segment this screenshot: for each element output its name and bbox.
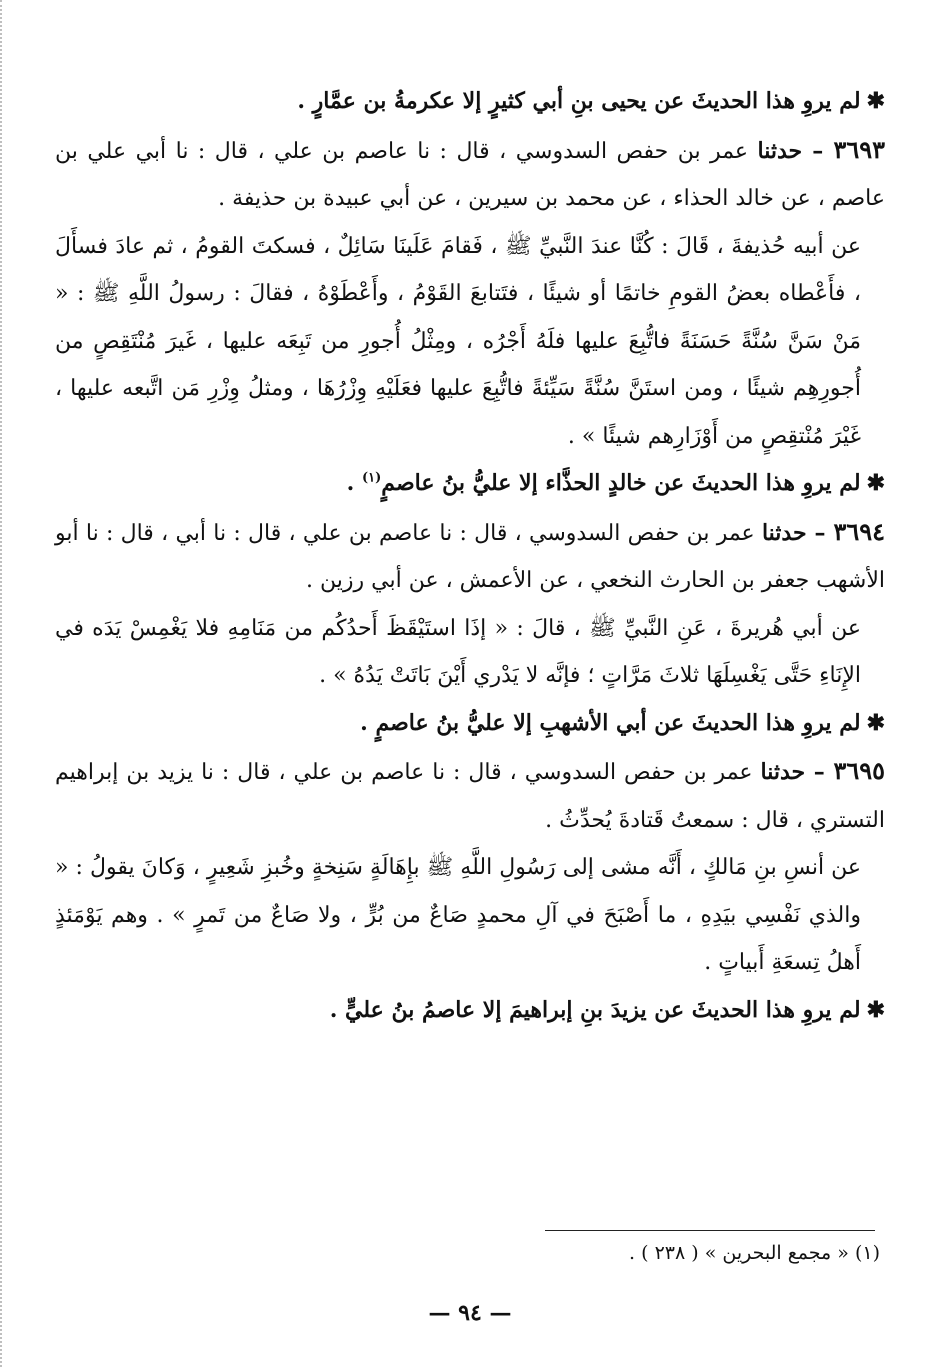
star-icon: ✱ [866, 88, 885, 114]
hadith-number: ٣٦٩٣ [833, 134, 886, 164]
main-text [55, 78, 885, 1034]
isnad-lead: حدثنا [760, 759, 806, 785]
hadith-number: ٣٦٩٤ [833, 516, 885, 546]
narration-note: ✱لم يروِ هذا الحديثَ عن أبي الأشهبِ إلا عليُّ بنُ عاصمٍ . [360, 709, 885, 736]
hadith-number: ٣٦٩٥ [833, 756, 885, 785]
isnad-paragraph: ٣٦٩٥ – حدثنا عمر بن حفص السدوسي ، قال : نا عاصم بن علي ، قال : نا يزيد بن إبراهيم التستري ، قال : سمعتُ قَتادةَ يُحدِّثُ . [55, 756, 885, 833]
narration-note: ✱لم يروِ هذا الحديثَ عن يحيى بنِ أبي كثيرٍ إلا عكرمةُ بن عمَّارٍ . [297, 88, 885, 114]
footnote-divider [545, 1230, 875, 1231]
page-spine-dots [0, 0, 6, 1367]
matn-paragraph: عن أنسِ بنِ مَالكٍ ، أَنَّه مشى إلى رَسُولِ اللَّهِ ﷺ بإِهَالَةٍ سَنِخةٍ وخُبزِ شَعِيرٍ ، وَكانَ يقولُ : « والذي نَفْسِي بيَدِهِ ، ما أَصْبَحَ في آلِ محمدٍ صَاعٌ من بُرٍّ ، ولا صَاعٌ من تَمرٍ » . وهم يَوْمَئذٍ أَهلُ تِسعَةِ أَبياتٍ . [55, 855, 861, 975]
footnote-marker: (١) [362, 470, 382, 486]
matn-paragraph: عن أبيه حُذيفةَ ، قَالَ : كُنَّا عندَ النَّبيِّ ﷺ ، فَقامَ عَلَينَا سَائِلٌ ، فسكتَ القومُ ، ثم عادَ فسأَلَ ، فأَعْطاه بعضُ القومِ خاتمًا أو شيئًا ، فتَتابعَ القَوْمُ ، وأَعْطَوْهُ ، فقالَ : رسولُ اللَّهِ ﷺ : « مَنْ سَنَّ سُنَّةً حَسَنَةً فاتُّبِعَ عليها فلَهُ أَجْرُه ، ومِثْلُ أُجورِ من تَبِعَه عليها ، غَيرَ مُنْتَقِصٍ من أُجورِهِم شيئًا ، ومن استَنَّ سُنَّةً سَيِّئةً فاتُّبِعَ عليها فعَلَيْهِ وِزْرُهَا ، ومثلُ وِزْرِ مَن اتَّبعه عليها ، غَيْرَ مُنْتقِصٍ من أَوْزَارِهم شيئًا » . [55, 233, 861, 449]
isnad-lead: حدثنا [761, 519, 807, 546]
page-number: — ٩٤ — [428, 1300, 512, 1326]
narration-note: ✱لم يروِ هذا الحديثَ عن خالدٍ الحذَّاء إلا عليُّ بنُ عاصمٍ$^{(١)}$ . [346, 470, 885, 496]
isnad-paragraph: ٣٦٩٤ – حدثنا عمر بن حفص السدوسي ، قال : نا عاصم بن علي ، قال : نا أبي ، قال : نا أبو الأشهب جعفر بن الحارث النخعي ، عن الأعمش ، عن أبي رزين . [55, 516, 885, 593]
star-icon: ✱ [866, 470, 885, 496]
matn-paragraph: عن أبي هُريرةَ ، عَنِ النَّبيِّ ﷺ ، قالَ : « إذَا استَيْقَظَ أَحدُكُم من مَنَامِهِ فلا يَغْمِسْ يَدَه في الإِنَاءِ حَتَّى يَغْسِلَهَا ثلاثَ مَرَّاتٍ ؛ فإنَّه لا يَدْري أَيْنَ بَاتَتْ يَدُهُ » . [55, 615, 861, 688]
isnad-text: عمر بن حفص السدوسي ، قال : نا عاصم بن علي ، قال : نا يزيد بن إبراهيم التستري ، قال : سمعتُ قَتادةَ يُحدِّثُ . [55, 760, 885, 833]
isnad-text: عمر بن حفص السدوسي ، قال : نا عاصم بن علي ، قال : نا أبي ، قال : نا أبو الأشهب جعفر بن الحارث النخعي ، عن الأعمش ، عن أبي رزين . [55, 520, 885, 593]
star-icon: ✱ [866, 709, 885, 736]
narration-note: ✱لم يروِ هذا الحديثَ عن يزيدَ بنِ إبراهيمَ إلا عاصمُ بنُ عليٍّ . [329, 996, 885, 1023]
footnote: (١) « مجمع البحرين » ( ٢٣٨ ) . [629, 1242, 880, 1264]
isnad-paragraph: ٣٦٩٣ – حدثنا عمر بن حفص السدوسي ، قال : نا عاصم بن علي ، قال : نا أبي علي بن عاصم ، عن خالد الحذاء ، عن محمد بن سيرين ، عن أبي عبيدة بن حذيفة . [55, 134, 886, 211]
isnad-text: عمر بن حفص السدوسي ، قال : نا عاصم بن علي ، قال : نا أبي علي بن عاصم ، عن خالد الحذاء ، عن محمد بن سيرين ، عن أبي عبيدة بن حذيفة . [55, 138, 885, 211]
star-icon: ✱ [866, 996, 885, 1023]
isnad-lead: حدثنا [757, 137, 803, 164]
